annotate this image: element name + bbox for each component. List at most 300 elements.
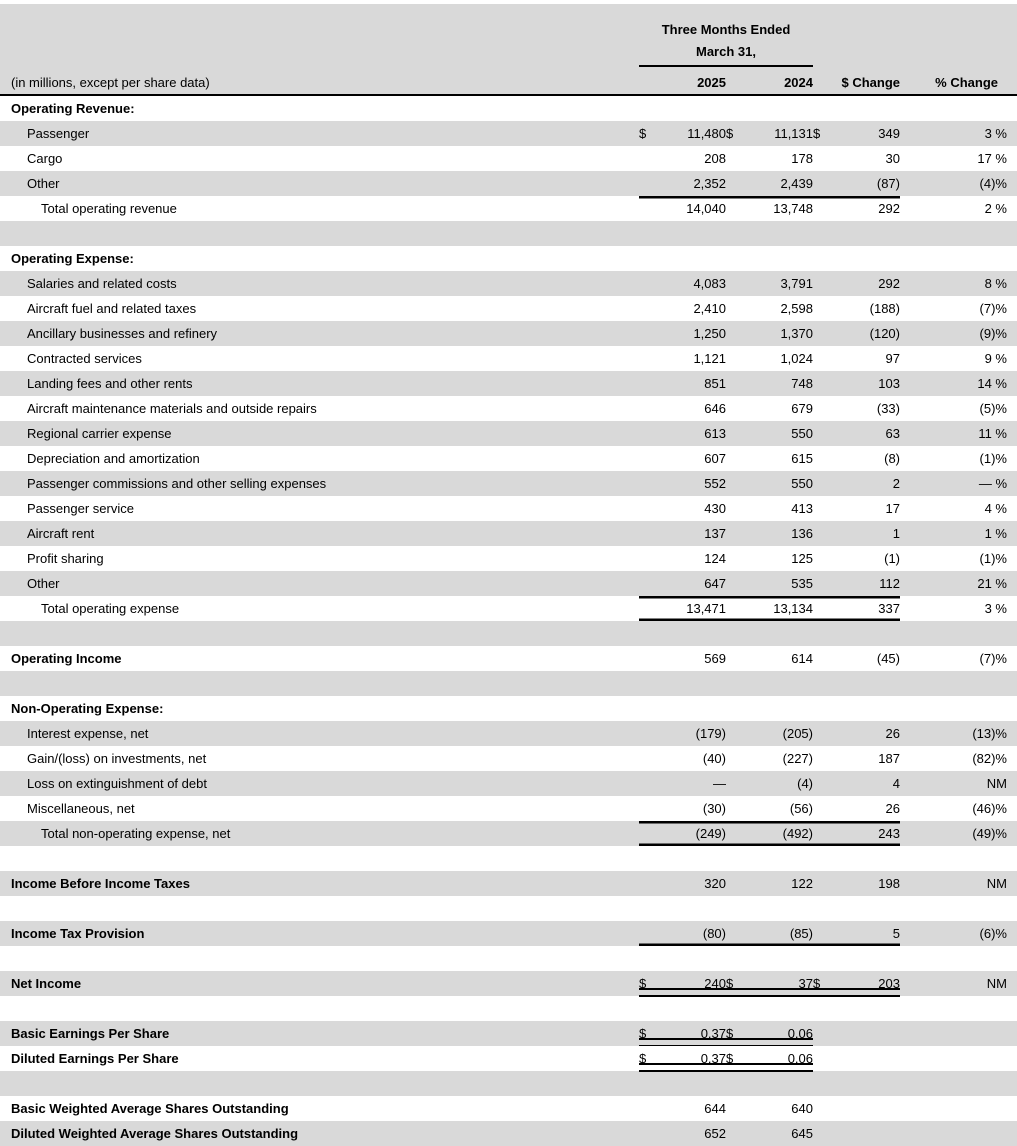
spacer-cell <box>900 946 1007 971</box>
table-row <box>0 1046 1017 1071</box>
header-spacer-cell <box>813 4 1017 18</box>
value-pct-change: (9)% <box>900 321 1007 346</box>
table-row <box>0 696 1017 721</box>
currency-symbol-2025 <box>639 346 659 371</box>
value-2025: 646 <box>659 396 726 421</box>
spacer-cell <box>833 846 900 871</box>
value-pct-change: 2 % <box>900 196 1007 221</box>
value-pct-change: 14 % <box>900 371 1007 396</box>
currency-symbol-2025 <box>639 196 659 221</box>
row-label: Gain/(loss) on investments, net <box>0 746 639 771</box>
value-2025: 1,250 <box>659 321 726 346</box>
spacer-cell <box>726 846 746 871</box>
spacer-cell <box>1007 846 1017 871</box>
value-pct-change <box>900 95 1007 121</box>
currency-symbol-change <box>813 246 833 271</box>
right-pad <box>1007 521 1017 546</box>
currency-symbol-2025 <box>639 1121 659 1146</box>
value-pct-change <box>900 1021 1007 1046</box>
value-2025: (40) <box>659 746 726 771</box>
spacer-cell <box>813 671 833 696</box>
currency-symbol-2025 <box>639 371 659 396</box>
value-pct-change: 3 % <box>900 596 1007 621</box>
spacer-cell <box>1007 621 1017 646</box>
right-pad <box>1007 496 1017 521</box>
currency-symbol-change <box>813 571 833 596</box>
spacer-cell <box>813 221 833 246</box>
row-label: Passenger <box>0 121 639 146</box>
right-pad <box>1007 921 1017 946</box>
table-row <box>0 521 1017 546</box>
value-dollar-change: 203 <box>833 971 900 996</box>
value-dollar-change: 337 <box>833 596 900 621</box>
right-pad <box>1007 646 1017 671</box>
currency-symbol-2024 <box>726 771 746 796</box>
right-pad <box>1007 821 1017 846</box>
value-dollar-change: 26 <box>833 721 900 746</box>
value-2025: 652 <box>659 1121 726 1146</box>
currency-symbol-2025 <box>639 746 659 771</box>
currency-symbol-2024 <box>726 446 746 471</box>
value-pct-change: 1 % <box>900 521 1007 546</box>
spacer-cell <box>659 846 726 871</box>
spacer-row <box>0 946 1017 971</box>
spacer-cell <box>639 896 659 921</box>
value-dollar-change <box>833 1046 900 1071</box>
row-label: Operating Income <box>0 646 639 671</box>
value-pct-change: NM <box>900 771 1007 796</box>
row-label: Basic Weighted Average Shares Outstanding <box>0 1096 639 1121</box>
currency-symbol-2024 <box>726 546 746 571</box>
value-2024: 645 <box>746 1121 813 1146</box>
value-2024: 640 <box>746 1096 813 1121</box>
right-pad <box>1007 471 1017 496</box>
value-2025: 1,121 <box>659 346 726 371</box>
value-2024: 615 <box>746 446 813 471</box>
value-pct-change: (13)% <box>900 721 1007 746</box>
currency-symbol-2024 <box>726 296 746 321</box>
currency-symbol-change <box>813 271 833 296</box>
currency-symbol-change <box>813 446 833 471</box>
currency-symbol-2024 <box>726 921 746 946</box>
right-pad <box>1007 171 1017 196</box>
currency-symbol-2025 <box>639 496 659 521</box>
value-pct-change: (1)% <box>900 546 1007 571</box>
currency-symbol-2025 <box>639 521 659 546</box>
value-dollar-change: (188) <box>833 296 900 321</box>
currency-symbol-change <box>813 1046 833 1071</box>
value-pct-change: 4 % <box>900 496 1007 521</box>
value-2025: 208 <box>659 146 726 171</box>
spacer-cell <box>726 221 746 246</box>
currency-symbol-2024 <box>726 496 746 521</box>
table-row <box>0 496 1017 521</box>
value-2024: 11,131 <box>746 121 813 146</box>
value-2024: 37 <box>746 971 813 996</box>
currency-symbol-change <box>813 171 833 196</box>
spacer-cell <box>659 946 726 971</box>
header-blank-left <box>0 42 639 66</box>
currency-symbol-2025 <box>639 821 659 846</box>
currency-symbol-2025 <box>639 721 659 746</box>
currency-symbol-2024 <box>726 1096 746 1121</box>
value-dollar-change: 187 <box>833 746 900 771</box>
header-period-line1: Three Months Ended <box>639 18 813 42</box>
value-dollar-change: (87) <box>833 171 900 196</box>
spacer-cell <box>813 896 833 921</box>
currency-symbol-2025 <box>639 471 659 496</box>
row-label: Salaries and related costs <box>0 271 639 296</box>
value-dollar-change <box>833 1121 900 1146</box>
table-row <box>0 721 1017 746</box>
header-currency-spacer-2025 <box>639 66 659 95</box>
table-row <box>0 771 1017 796</box>
value-dollar-change: (1) <box>833 546 900 571</box>
spacer-cell <box>833 221 900 246</box>
row-label: Aircraft fuel and related taxes <box>0 296 639 321</box>
spacer-cell <box>746 896 813 921</box>
value-2024: 1,370 <box>746 321 813 346</box>
value-2025: 124 <box>659 546 726 571</box>
currency-symbol-2025 <box>639 296 659 321</box>
value-dollar-change: (45) <box>833 646 900 671</box>
value-2025 <box>659 95 726 121</box>
currency-symbol-2025 <box>639 321 659 346</box>
spacer-cell <box>746 946 813 971</box>
currency-symbol-2024 <box>726 171 746 196</box>
spacer-cell <box>0 946 639 971</box>
spacer-cell <box>639 846 659 871</box>
spacer-row <box>0 996 1017 1021</box>
value-2024: (227) <box>746 746 813 771</box>
spacer-cell <box>639 671 659 696</box>
spacer-cell <box>1007 671 1017 696</box>
currency-symbol-change <box>813 521 833 546</box>
value-pct-change <box>900 1046 1007 1071</box>
value-2024: 550 <box>746 471 813 496</box>
value-dollar-change: (33) <box>833 396 900 421</box>
currency-symbol-2025: $ <box>639 971 659 996</box>
spacer-cell <box>900 671 1007 696</box>
currency-symbol-change: $ <box>813 971 833 996</box>
row-label: Operating Expense: <box>0 246 639 271</box>
table-row <box>0 146 1017 171</box>
right-pad <box>1007 321 1017 346</box>
table-row <box>0 921 1017 946</box>
currency-symbol-2025 <box>639 796 659 821</box>
value-dollar-change: 103 <box>833 371 900 396</box>
right-pad <box>1007 121 1017 146</box>
value-dollar-change: 2 <box>833 471 900 496</box>
row-label: Aircraft rent <box>0 521 639 546</box>
header-blank-left <box>0 18 639 42</box>
value-2025: 4,083 <box>659 271 726 296</box>
right-pad <box>1007 746 1017 771</box>
table-row <box>0 396 1017 421</box>
table-row <box>0 596 1017 621</box>
row-label: Ancillary businesses and refinery <box>0 321 639 346</box>
value-2025: 0.37 <box>659 1021 726 1046</box>
value-2024: (205) <box>746 721 813 746</box>
spacer-cell <box>813 621 833 646</box>
spacer-cell <box>659 896 726 921</box>
currency-symbol-change <box>813 796 833 821</box>
right-pad <box>1007 1121 1017 1146</box>
value-dollar-change: 292 <box>833 271 900 296</box>
spacer-cell <box>900 621 1007 646</box>
value-dollar-change: 26 <box>833 796 900 821</box>
right-pad <box>1007 721 1017 746</box>
header-blank-right <box>813 42 1017 66</box>
row-label: Other <box>0 571 639 596</box>
table-row <box>0 321 1017 346</box>
value-dollar-change <box>833 1021 900 1046</box>
header-spacer-cell <box>0 4 639 18</box>
currency-symbol-2025: $ <box>639 121 659 146</box>
spacer-cell <box>659 221 726 246</box>
value-2025: 552 <box>659 471 726 496</box>
right-pad <box>1007 271 1017 296</box>
spacer-cell <box>0 671 639 696</box>
row-label: Depreciation and amortization <box>0 446 639 471</box>
value-2025: 240 <box>659 971 726 996</box>
value-dollar-change: 17 <box>833 496 900 521</box>
currency-symbol-2025: $ <box>639 1046 659 1071</box>
spacer-cell <box>726 996 746 1021</box>
spacer-cell <box>833 1071 900 1096</box>
value-2024: 748 <box>746 371 813 396</box>
spacer-cell <box>746 671 813 696</box>
currency-symbol-2025 <box>639 571 659 596</box>
currency-symbol-change <box>813 696 833 721</box>
spacer-cell <box>813 996 833 1021</box>
currency-symbol-change <box>813 1096 833 1121</box>
spacer-cell <box>0 846 639 871</box>
value-2024: 0.06 <box>746 1021 813 1046</box>
spacer-row <box>0 621 1017 646</box>
row-label: Income Before Income Taxes <box>0 871 639 896</box>
table-body <box>0 95 1017 1146</box>
right-pad <box>1007 1046 1017 1071</box>
table-row <box>0 871 1017 896</box>
value-2024: 614 <box>746 646 813 671</box>
value-2024: 13,134 <box>746 596 813 621</box>
currency-symbol-change <box>813 95 833 121</box>
value-pct-change: — % <box>900 471 1007 496</box>
value-2025: 320 <box>659 871 726 896</box>
currency-symbol-2024 <box>726 471 746 496</box>
spacer-cell <box>900 896 1007 921</box>
right-pad <box>1007 871 1017 896</box>
currency-symbol-2025: $ <box>639 1021 659 1046</box>
currency-symbol-2025 <box>639 646 659 671</box>
spacer-cell <box>726 621 746 646</box>
currency-symbol-2025 <box>639 95 659 121</box>
spacer-cell <box>900 1071 1007 1096</box>
value-2025: 851 <box>659 371 726 396</box>
header-currency-spacer-2024 <box>726 66 746 95</box>
value-2024: 679 <box>746 396 813 421</box>
value-dollar-change: 5 <box>833 921 900 946</box>
value-pct-change: (5)% <box>900 396 1007 421</box>
value-dollar-change <box>833 1096 900 1121</box>
spacer-cell <box>746 1071 813 1096</box>
header-spacer-cell <box>639 4 813 18</box>
spacer-cell <box>833 671 900 696</box>
spacer-cell <box>813 946 833 971</box>
value-2025: 647 <box>659 571 726 596</box>
currency-symbol-2024: $ <box>726 1021 746 1046</box>
value-2024: 122 <box>746 871 813 896</box>
currency-symbol-change <box>813 371 833 396</box>
spacer-row <box>0 671 1017 696</box>
value-pct-change: (49)% <box>900 821 1007 846</box>
value-dollar-change: 349 <box>833 121 900 146</box>
currency-symbol-change <box>813 646 833 671</box>
value-2025: (179) <box>659 721 726 746</box>
currency-symbol-2025 <box>639 446 659 471</box>
row-label: Basic Earnings Per Share <box>0 1021 639 1046</box>
value-pct-change: 11 % <box>900 421 1007 446</box>
spacer-cell <box>746 621 813 646</box>
currency-symbol-change <box>813 1021 833 1046</box>
spacer-cell <box>639 1071 659 1096</box>
header-spacer-row <box>0 4 1017 18</box>
header-currency-spacer-change <box>813 66 833 95</box>
currency-symbol-2024 <box>726 721 746 746</box>
currency-symbol-change <box>813 321 833 346</box>
currency-symbol-change <box>813 871 833 896</box>
spacer-cell <box>639 621 659 646</box>
right-pad <box>1007 546 1017 571</box>
spacer-row <box>0 1071 1017 1096</box>
currency-symbol-2024 <box>726 571 746 596</box>
value-dollar-change: 63 <box>833 421 900 446</box>
table-row <box>0 371 1017 396</box>
spacer-cell <box>1007 896 1017 921</box>
table-row <box>0 421 1017 446</box>
table-row <box>0 296 1017 321</box>
table-row <box>0 471 1017 496</box>
spacer-cell <box>813 846 833 871</box>
spacer-cell <box>659 621 726 646</box>
currency-symbol-change <box>813 196 833 221</box>
value-2025: 13,471 <box>659 596 726 621</box>
table-row <box>0 446 1017 471</box>
right-pad <box>1007 971 1017 996</box>
currency-symbol-change <box>813 596 833 621</box>
currency-symbol-change <box>813 471 833 496</box>
row-label: Aircraft maintenance materials and outside repairs <box>0 396 639 421</box>
value-pct-change: 9 % <box>900 346 1007 371</box>
table-row <box>0 196 1017 221</box>
table-row <box>0 746 1017 771</box>
spacer-cell <box>746 996 813 1021</box>
currency-symbol-2024 <box>726 796 746 821</box>
row-label: Profit sharing <box>0 546 639 571</box>
spacer-cell <box>0 1071 639 1096</box>
row-label: Passenger service <box>0 496 639 521</box>
value-2024 <box>746 696 813 721</box>
right-pad <box>1007 1021 1017 1046</box>
spacer-cell <box>900 221 1007 246</box>
value-pct-change: 3 % <box>900 121 1007 146</box>
spacer-cell <box>833 946 900 971</box>
row-label: Regional carrier expense <box>0 421 639 446</box>
value-2025: (30) <box>659 796 726 821</box>
currency-symbol-2024 <box>726 646 746 671</box>
value-2024: 3,791 <box>746 271 813 296</box>
currency-symbol-2025 <box>639 271 659 296</box>
row-label: Non-Operating Expense: <box>0 696 639 721</box>
value-2024: 125 <box>746 546 813 571</box>
currency-symbol-2025 <box>639 871 659 896</box>
table-row <box>0 796 1017 821</box>
currency-symbol-2024 <box>726 421 746 446</box>
header-right-pad <box>1007 66 1017 95</box>
currency-symbol-2025 <box>639 546 659 571</box>
currency-symbol-2024 <box>726 1121 746 1146</box>
value-dollar-change: 292 <box>833 196 900 221</box>
value-2025: 569 <box>659 646 726 671</box>
value-2025: (249) <box>659 821 726 846</box>
right-pad <box>1007 346 1017 371</box>
header-period-row-1 <box>0 18 1017 42</box>
currency-symbol-2024: $ <box>726 121 746 146</box>
spacer-cell <box>900 846 1007 871</box>
spacer-cell <box>726 896 746 921</box>
currency-symbol-change <box>813 421 833 446</box>
currency-symbol-2024: $ <box>726 971 746 996</box>
spacer-cell <box>0 996 639 1021</box>
value-pct-change: (7)% <box>900 296 1007 321</box>
value-2025: — <box>659 771 726 796</box>
value-pct-change: (6)% <box>900 921 1007 946</box>
currency-symbol-change <box>813 746 833 771</box>
table-row <box>0 571 1017 596</box>
value-2024 <box>746 246 813 271</box>
value-2024: 2,439 <box>746 171 813 196</box>
value-2024: 136 <box>746 521 813 546</box>
value-2024: (492) <box>746 821 813 846</box>
value-2025: 137 <box>659 521 726 546</box>
value-dollar-change: 4 <box>833 771 900 796</box>
value-2024: (4) <box>746 771 813 796</box>
currency-symbol-2024 <box>726 246 746 271</box>
currency-symbol-2024 <box>726 321 746 346</box>
currency-symbol-change <box>813 771 833 796</box>
income-statement-table <box>0 4 1017 1146</box>
value-pct-change: 21 % <box>900 571 1007 596</box>
row-label: Landing fees and other rents <box>0 371 639 396</box>
currency-symbol-2025 <box>639 146 659 171</box>
header-col-2024: 2024 <box>746 66 813 95</box>
spacer-cell <box>726 1071 746 1096</box>
right-pad <box>1007 196 1017 221</box>
currency-symbol-2024 <box>726 371 746 396</box>
value-2024: (85) <box>746 921 813 946</box>
currency-symbol-2025 <box>639 921 659 946</box>
header-period-row-2 <box>0 42 1017 66</box>
currency-symbol-change <box>813 921 833 946</box>
table-row <box>0 121 1017 146</box>
right-pad <box>1007 246 1017 271</box>
currency-symbol-2024: $ <box>726 1046 746 1071</box>
row-label: Interest expense, net <box>0 721 639 746</box>
value-pct-change: 17 % <box>900 146 1007 171</box>
spacer-cell <box>900 996 1007 1021</box>
spacer-cell <box>0 621 639 646</box>
